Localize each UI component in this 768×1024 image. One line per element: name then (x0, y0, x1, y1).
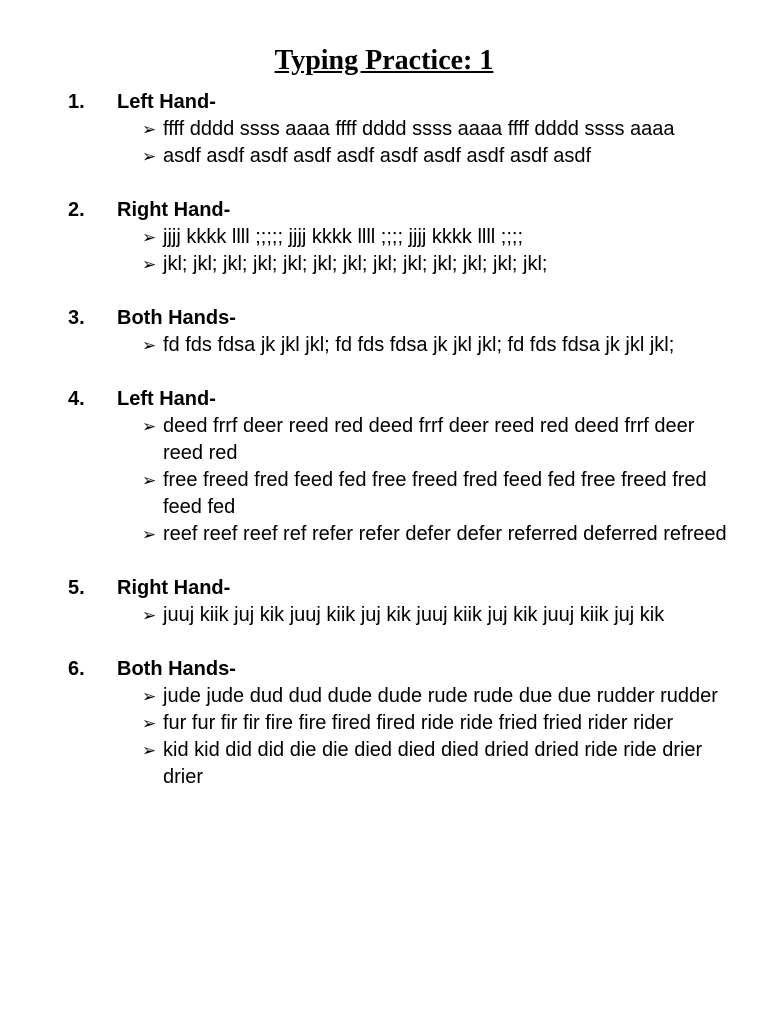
practice-section (0, 197, 768, 278)
exercise-item (0, 116, 768, 143)
exercise-text: jjjj kkkk llll ;;;;; jjjj kkkk llll ;;;; jjjj kkkk llll ;;;; (163, 226, 523, 248)
section-heading: Left Hand- (117, 91, 216, 113)
arrow-bullet-icon: ➢ (142, 417, 157, 436)
arrow-bullet-icon: ➢ (142, 147, 157, 166)
section-heading: Left Hand- (117, 388, 216, 410)
section-header (0, 575, 768, 602)
section-header (0, 386, 768, 413)
arrow-bullet-icon: ➢ (142, 471, 157, 490)
arrow-bullet-icon: ➢ (142, 741, 157, 760)
arrow-bullet-icon: ➢ (142, 525, 157, 544)
exercise-text: fur fur fir fir fire fire fired fired ride ride fried fried rider rider (163, 712, 674, 734)
exercise-list (0, 602, 768, 629)
exercise-text: reef reef reef ref refer refer defer defer referred deferred refreed (163, 523, 727, 545)
section-heading: Both Hands- (117, 307, 236, 329)
exercise-list (0, 683, 768, 791)
exercise-item (0, 521, 768, 548)
exercise-text: ffff dddd ssss aaaa ffff dddd ssss aaaa ffff dddd ssss aaaa (163, 118, 675, 140)
exercise-text: fd fds fdsa jk jkl jkl; fd fds fdsa jk jkl jkl; fd fds fdsa jk jkl jkl; (163, 334, 675, 356)
exercise-item (0, 224, 768, 251)
section-number: 6. (68, 658, 85, 680)
arrow-bullet-icon: ➢ (142, 228, 157, 247)
page-title: Typing Practice: 1 (274, 45, 494, 76)
practice-section (0, 575, 768, 629)
exercise-list (0, 332, 768, 359)
section-header (0, 197, 768, 224)
exercise-item (0, 602, 768, 629)
exercise-item (0, 413, 768, 467)
section-number: 2. (68, 199, 85, 221)
arrow-bullet-icon: ➢ (142, 255, 157, 274)
arrow-bullet-icon: ➢ (142, 120, 157, 139)
practice-section (0, 305, 768, 359)
arrow-bullet-icon: ➢ (142, 336, 157, 355)
section-number: 3. (68, 307, 85, 329)
exercise-item (0, 737, 768, 791)
section-heading: Both Hands- (117, 658, 236, 680)
practice-section (0, 386, 768, 548)
section-header (0, 89, 768, 116)
arrow-bullet-icon: ➢ (142, 687, 157, 706)
exercise-list (0, 413, 768, 548)
exercise-text: free freed fred feed fed free freed fred feed fed free freed fred feed fed (163, 469, 707, 518)
practice-list (0, 89, 768, 818)
exercise-item (0, 332, 768, 359)
section-header (0, 305, 768, 332)
exercise-text: jude jude dud dud dude dude rude rude due due rudder rudder (163, 685, 718, 707)
arrow-bullet-icon: ➢ (142, 606, 157, 625)
exercise-list (0, 116, 768, 170)
section-number: 5. (68, 577, 85, 599)
practice-section (0, 89, 768, 170)
exercise-item (0, 251, 768, 278)
exercise-text: jkl; jkl; jkl; jkl; jkl; jkl; jkl; jkl; jkl; jkl; jkl; jkl; jkl; (163, 253, 548, 275)
section-heading: Right Hand- (117, 577, 231, 599)
exercise-text: kid kid did did die die died died died dried dried ride ride drier drier (163, 739, 703, 788)
exercise-item (0, 143, 768, 170)
exercise-text: juuj kiik juj kik juuj kiik juj kik juuj kiik juj kik juuj kiik juj kik (163, 604, 665, 626)
exercise-item (0, 467, 768, 521)
section-number: 4. (68, 388, 85, 410)
arrow-bullet-icon: ➢ (142, 714, 157, 733)
practice-section (0, 656, 768, 791)
section-number: 1. (68, 91, 85, 113)
exercise-list (0, 224, 768, 278)
exercise-item (0, 683, 768, 710)
exercise-item (0, 710, 768, 737)
exercise-text: deed frrf deer reed red deed frrf deer reed red deed frrf deer reed red (163, 415, 695, 464)
section-header (0, 656, 768, 683)
exercise-text: asdf asdf asdf asdf asdf asdf asdf asdf asdf asdf (163, 145, 592, 167)
section-heading: Right Hand- (117, 199, 231, 221)
